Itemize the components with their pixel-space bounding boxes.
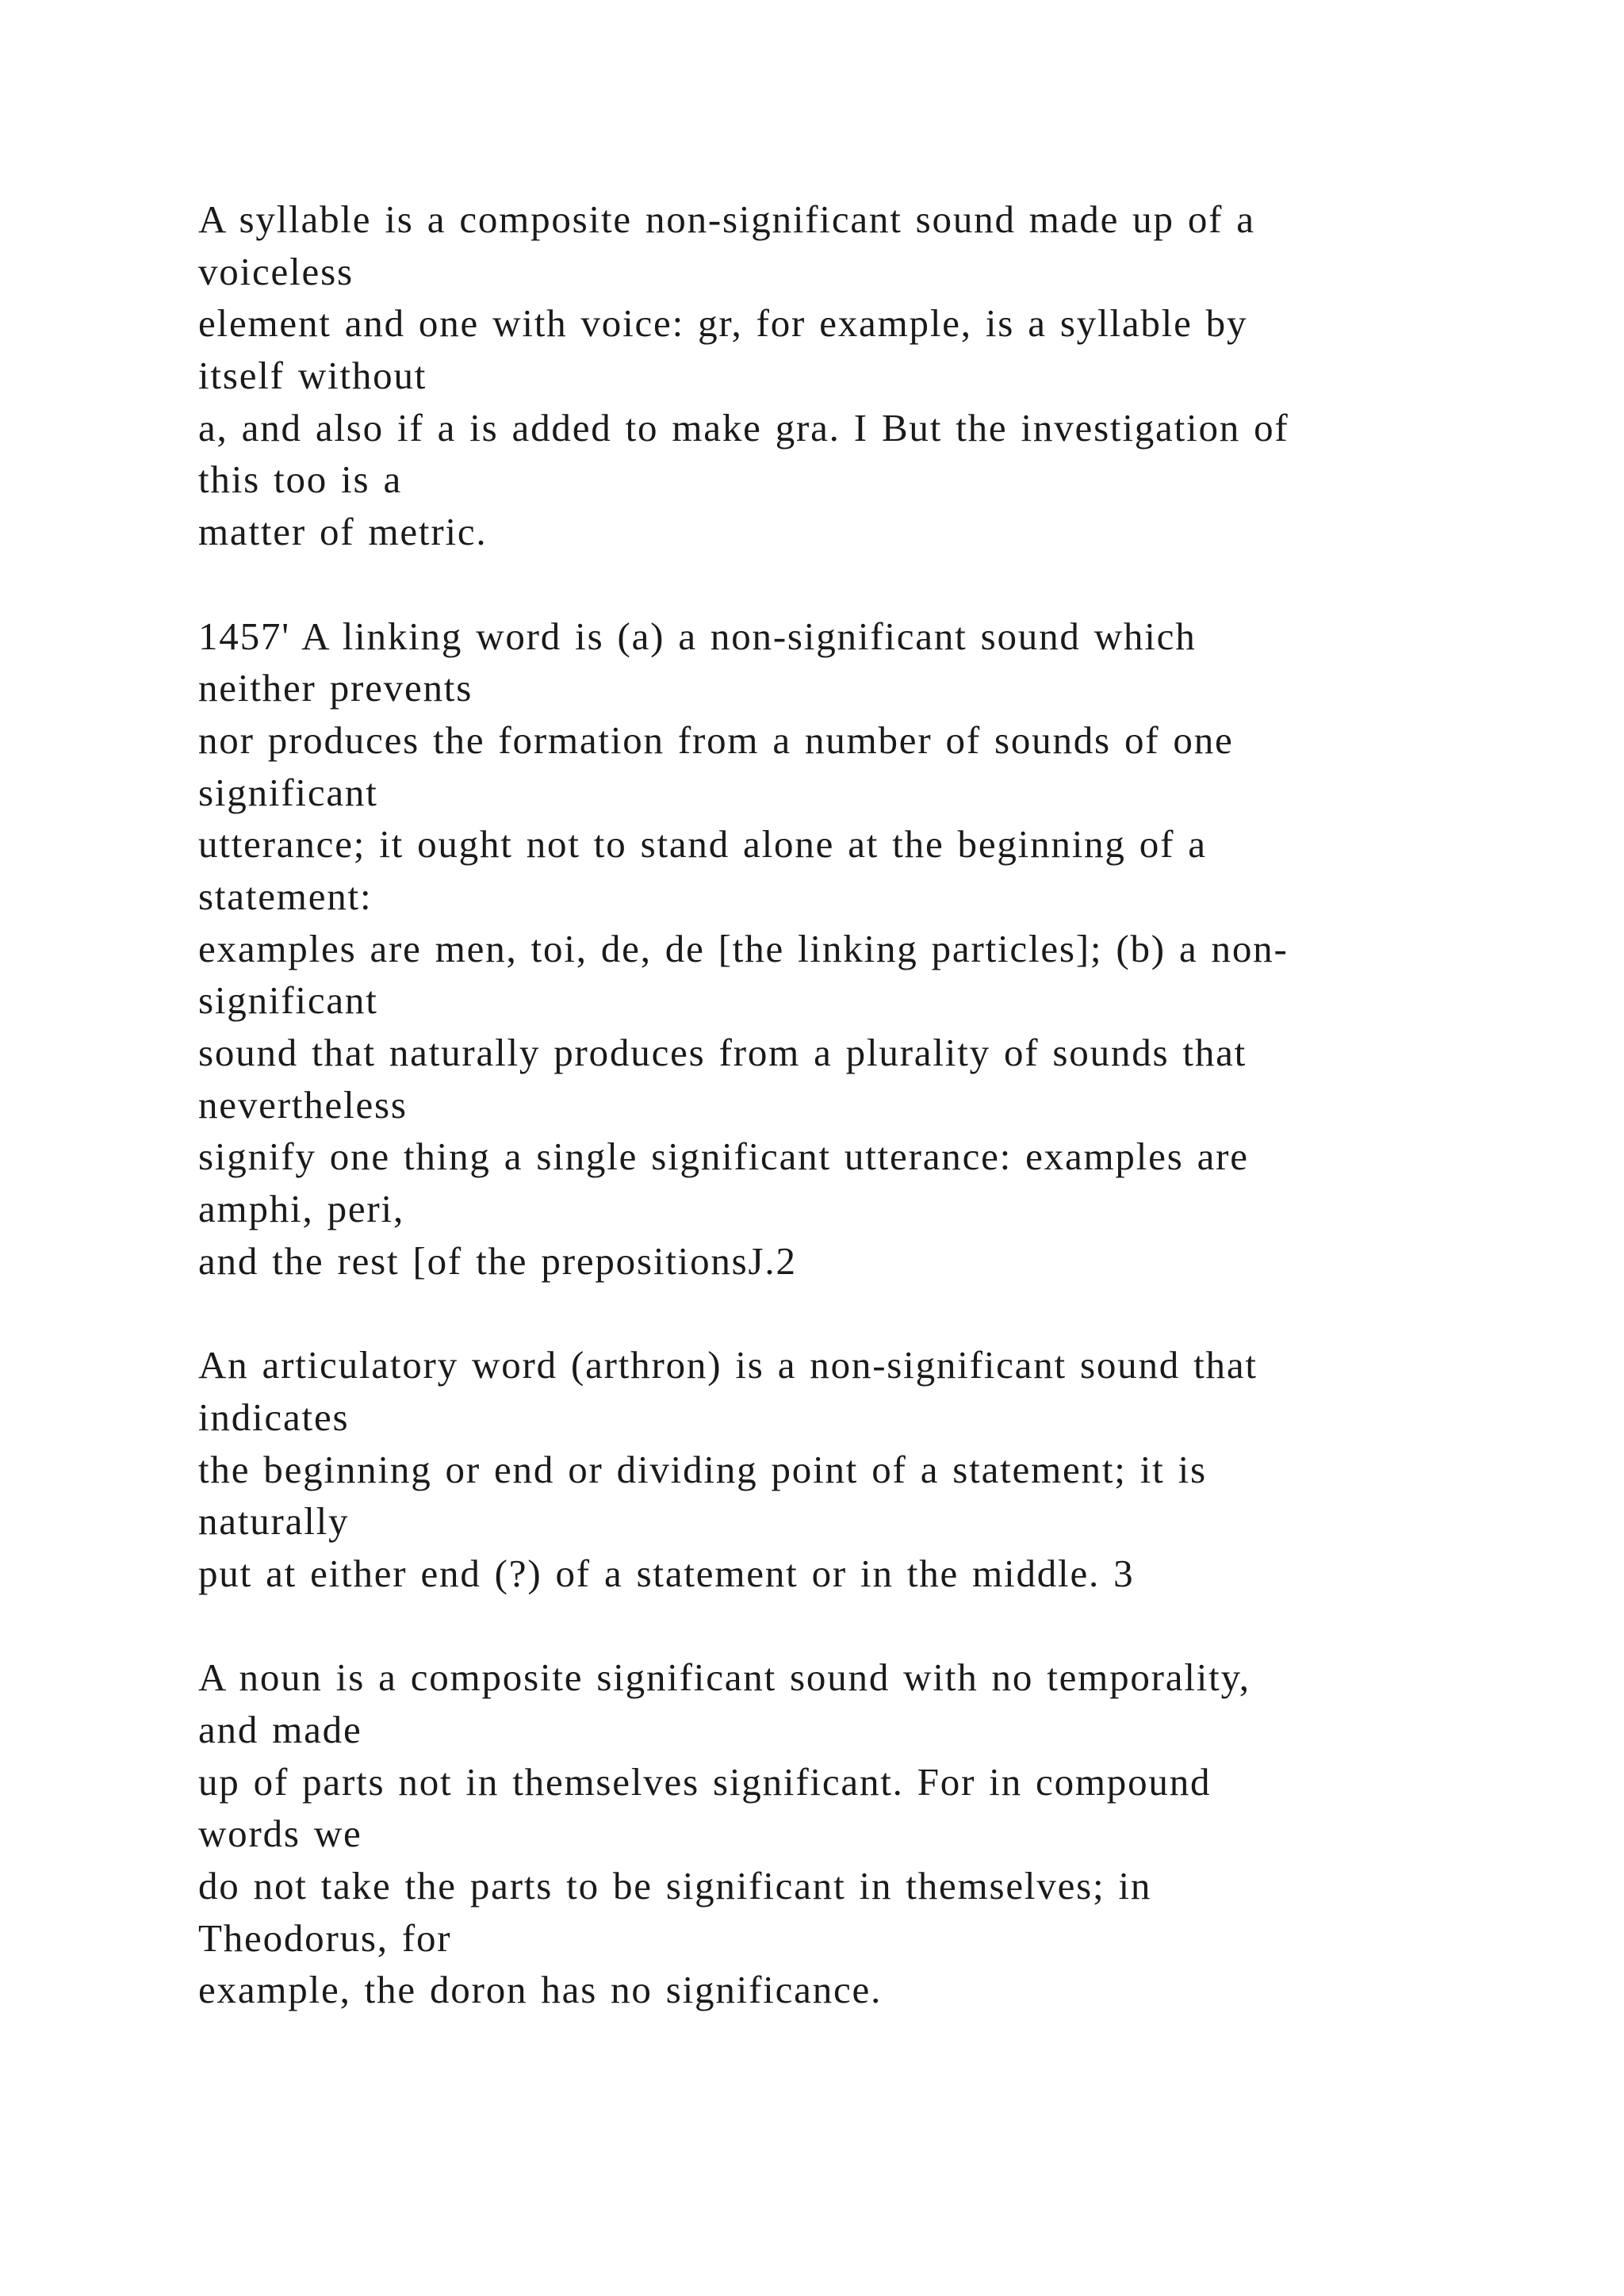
- text-line: amphi, peri,: [198, 1187, 405, 1231]
- text-line: words we: [198, 1812, 362, 1856]
- paragraph-linking-word: [198, 610, 1499, 1288]
- text-line: element and one with voice: gr, for example, is a syllable by: [198, 301, 1248, 346]
- text-line: 1457' A linking word is (a) a non-significant sound which: [198, 614, 1197, 658]
- document-body: [198, 193, 1499, 2068]
- text-line: examples are men, toi, de, de [the linking particles]; (b) a non-: [198, 926, 1289, 970]
- paragraph-syllable: [198, 193, 1499, 558]
- text-line: do not take the parts to be significant in themselves; in: [198, 1864, 1152, 1908]
- text-line: naturally: [198, 1499, 350, 1544]
- text-line: itself without: [198, 354, 427, 398]
- text-line: nor produces the formation from a number of sounds of one: [198, 718, 1234, 762]
- text-line: significant: [198, 770, 378, 814]
- text-line: and the rest [of the prepositionsJ.2: [198, 1238, 797, 1283]
- text-line: statement:: [198, 874, 373, 918]
- text-line: Theodorus, for: [198, 1915, 452, 1960]
- text-line: An articulatory word (arthron) is a non-significant sound that: [198, 1343, 1258, 1387]
- text-line: A noun is a composite significant sound with no temporality,: [198, 1655, 1251, 1700]
- text-line: put at either end (?) of a statement or in the middle. 3: [198, 1551, 1135, 1595]
- paragraph-articulatory-word: [198, 1339, 1499, 1599]
- paragraph-noun: [198, 1651, 1499, 2016]
- text-line: A syllable is a composite non-significant sound made up of a: [198, 197, 1255, 241]
- text-line: indicates: [198, 1395, 350, 1439]
- text-line: neither prevents: [198, 666, 473, 710]
- text-line: the beginning or end or dividing point of a statement; it is: [198, 1447, 1207, 1491]
- text-line: matter of metric.: [198, 510, 488, 554]
- text-line: signify one thing a single significant utterance: examples are: [198, 1135, 1249, 1179]
- text-line: sound that naturally produces from a plurality of sounds that: [198, 1031, 1247, 1074]
- text-line: nevertheless: [198, 1082, 408, 1127]
- text-line: utterance; it ought not to stand alone at the beginning of a: [198, 822, 1207, 867]
- text-line: voiceless: [198, 249, 354, 293]
- text-line: this too is a: [198, 457, 402, 502]
- text-line: a, and also if a is added to make gra. I But the investigation of: [198, 405, 1289, 450]
- text-line: up of parts not in themselves significant. For in compound: [198, 1759, 1212, 1804]
- text-line: and made: [198, 1707, 362, 1751]
- text-line: significant: [198, 978, 378, 1023]
- text-line: example, the doron has no significance.: [198, 1968, 883, 2012]
